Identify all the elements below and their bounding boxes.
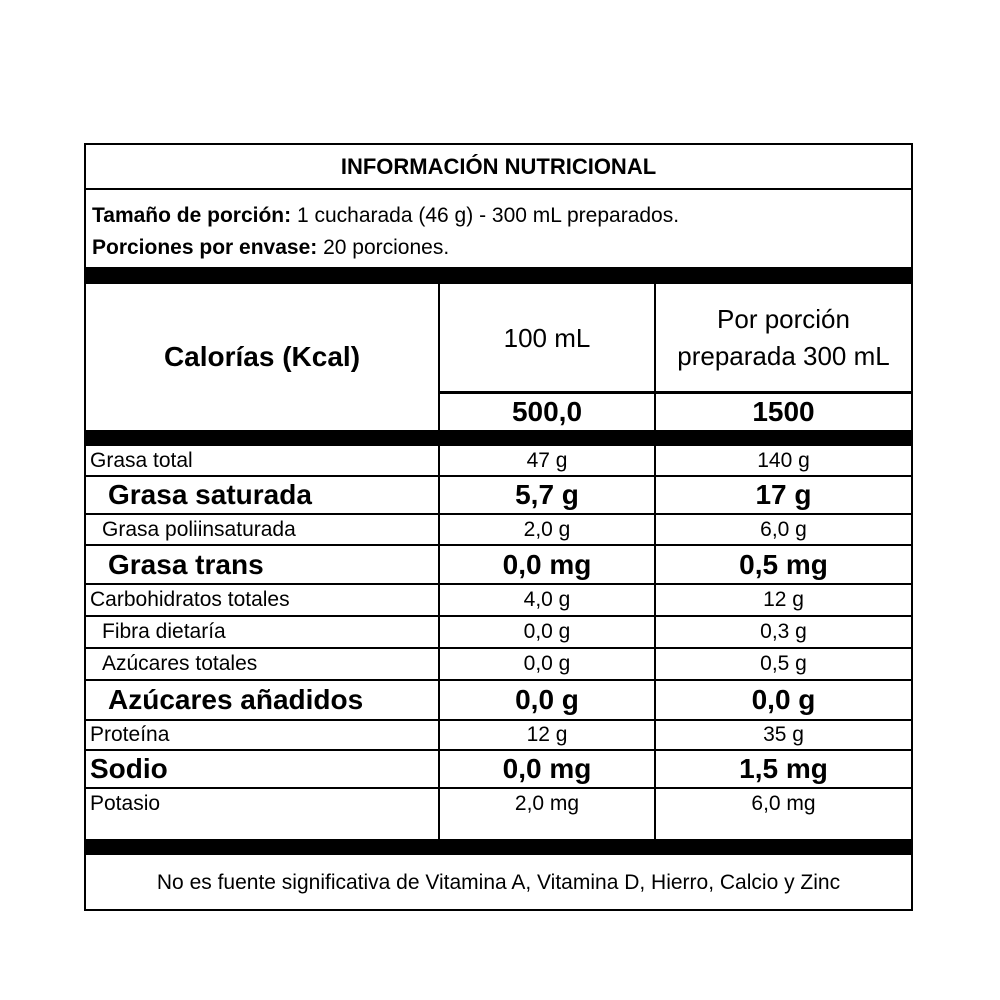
- nutrient-name: Sodio: [90, 753, 168, 784]
- calories-section: [86, 284, 911, 430]
- table-row: [86, 789, 911, 819]
- nutrient-value-100ml: 0,0 mg: [502, 548, 592, 580]
- nutrient-value-100ml: 2,0 mg: [514, 792, 580, 815]
- table-row: [86, 546, 911, 585]
- thick-divider: [86, 839, 911, 855]
- nutrient-value-100ml: 12 g: [526, 723, 568, 746]
- servings-label: Porciones por envase:: [92, 236, 318, 259]
- serving-size-line: [92, 200, 911, 232]
- table-row: [86, 681, 911, 721]
- thick-divider: [86, 267, 911, 284]
- nutrient-value-portion: 12 g: [763, 588, 804, 611]
- serving-info: [86, 190, 911, 267]
- nutrient-value-portion: 0,5 g: [760, 652, 807, 675]
- servings-line: [92, 232, 911, 264]
- table-row: [86, 721, 911, 751]
- nutrient-value-100ml: 2,0 g: [523, 517, 571, 541]
- nutrient-name: Grasa poliinsaturada: [102, 517, 296, 541]
- nutrient-name: Potasio: [90, 792, 161, 815]
- col-portion-header: Por porción preparada 300 mL: [677, 304, 890, 371]
- nutrient-value-portion: 6,0 g: [760, 517, 807, 541]
- nutrient-name: Grasa saturada: [108, 479, 312, 510]
- nutrient-value-100ml: 4,0 g: [523, 588, 571, 611]
- nutrient-value-portion: 0,5 mg: [739, 548, 828, 580]
- table-row: [86, 515, 911, 546]
- nutrient-name: Azúcares añadidos: [108, 684, 364, 715]
- serving-size-value: 1 cucharada (46 g) - 300 mL preparados.: [291, 204, 680, 227]
- calories-portion-value: 1500: [752, 396, 815, 427]
- nutrient-value-100ml: 5,7 g: [515, 479, 579, 510]
- nutrient-value-portion: 0,3 g: [760, 620, 807, 643]
- nutrition-facts-table: [84, 143, 913, 911]
- nutrient-name: Grasa total: [90, 448, 193, 472]
- table-row: [86, 477, 911, 515]
- nutrient-value-100ml: 0,0 g: [523, 652, 571, 675]
- thick-divider: [86, 430, 911, 446]
- nutrient-value-100ml: 0,0 mg: [502, 753, 592, 784]
- nutrient-value-portion: 1,5 mg: [739, 753, 828, 784]
- calories-label: Calorías (Kcal): [163, 341, 361, 372]
- nutrient-value-portion: 35 g: [763, 723, 804, 746]
- calories-100ml-value: 500,0: [511, 396, 583, 427]
- table-row: [86, 617, 911, 649]
- nutrient-value-100ml: 0,0 g: [523, 620, 571, 643]
- nutrient-name: Fibra dietaría: [102, 620, 226, 643]
- nutrient-value-portion: 0,0 g: [751, 684, 816, 715]
- table-row: [86, 446, 911, 477]
- nutrient-name: Carbohidratos totales: [90, 588, 290, 611]
- table-row: [86, 585, 911, 617]
- nutrient-value-portion: 17 g: [755, 479, 812, 510]
- table-title: INFORMACIÓN NUTRICIONAL: [86, 145, 911, 190]
- table-row: [86, 751, 911, 789]
- nutrient-value-100ml: 47 g: [526, 448, 568, 472]
- nutrient-value-portion: 140 g: [757, 448, 810, 472]
- nutrient-value-100ml: 0,0 g: [515, 684, 579, 715]
- table-row: [86, 649, 911, 681]
- nutrient-rows: [86, 446, 911, 819]
- serving-size-label: Tamaño de porción:: [92, 204, 292, 227]
- col-100ml-header: 100 mL: [503, 322, 591, 353]
- footer-note: No es fuente significativa de Vitamina A, Vitamina D, Hierro, Calcio y Zinc: [156, 871, 841, 894]
- nutrient-value-portion: 6,0 mg: [751, 792, 816, 815]
- nutrient-name: Grasa trans: [108, 548, 264, 580]
- nutrient-name: Azúcares totales: [102, 652, 258, 675]
- servings-value: 20 porciones.: [317, 236, 450, 259]
- nutrient-name: Proteína: [90, 723, 170, 746]
